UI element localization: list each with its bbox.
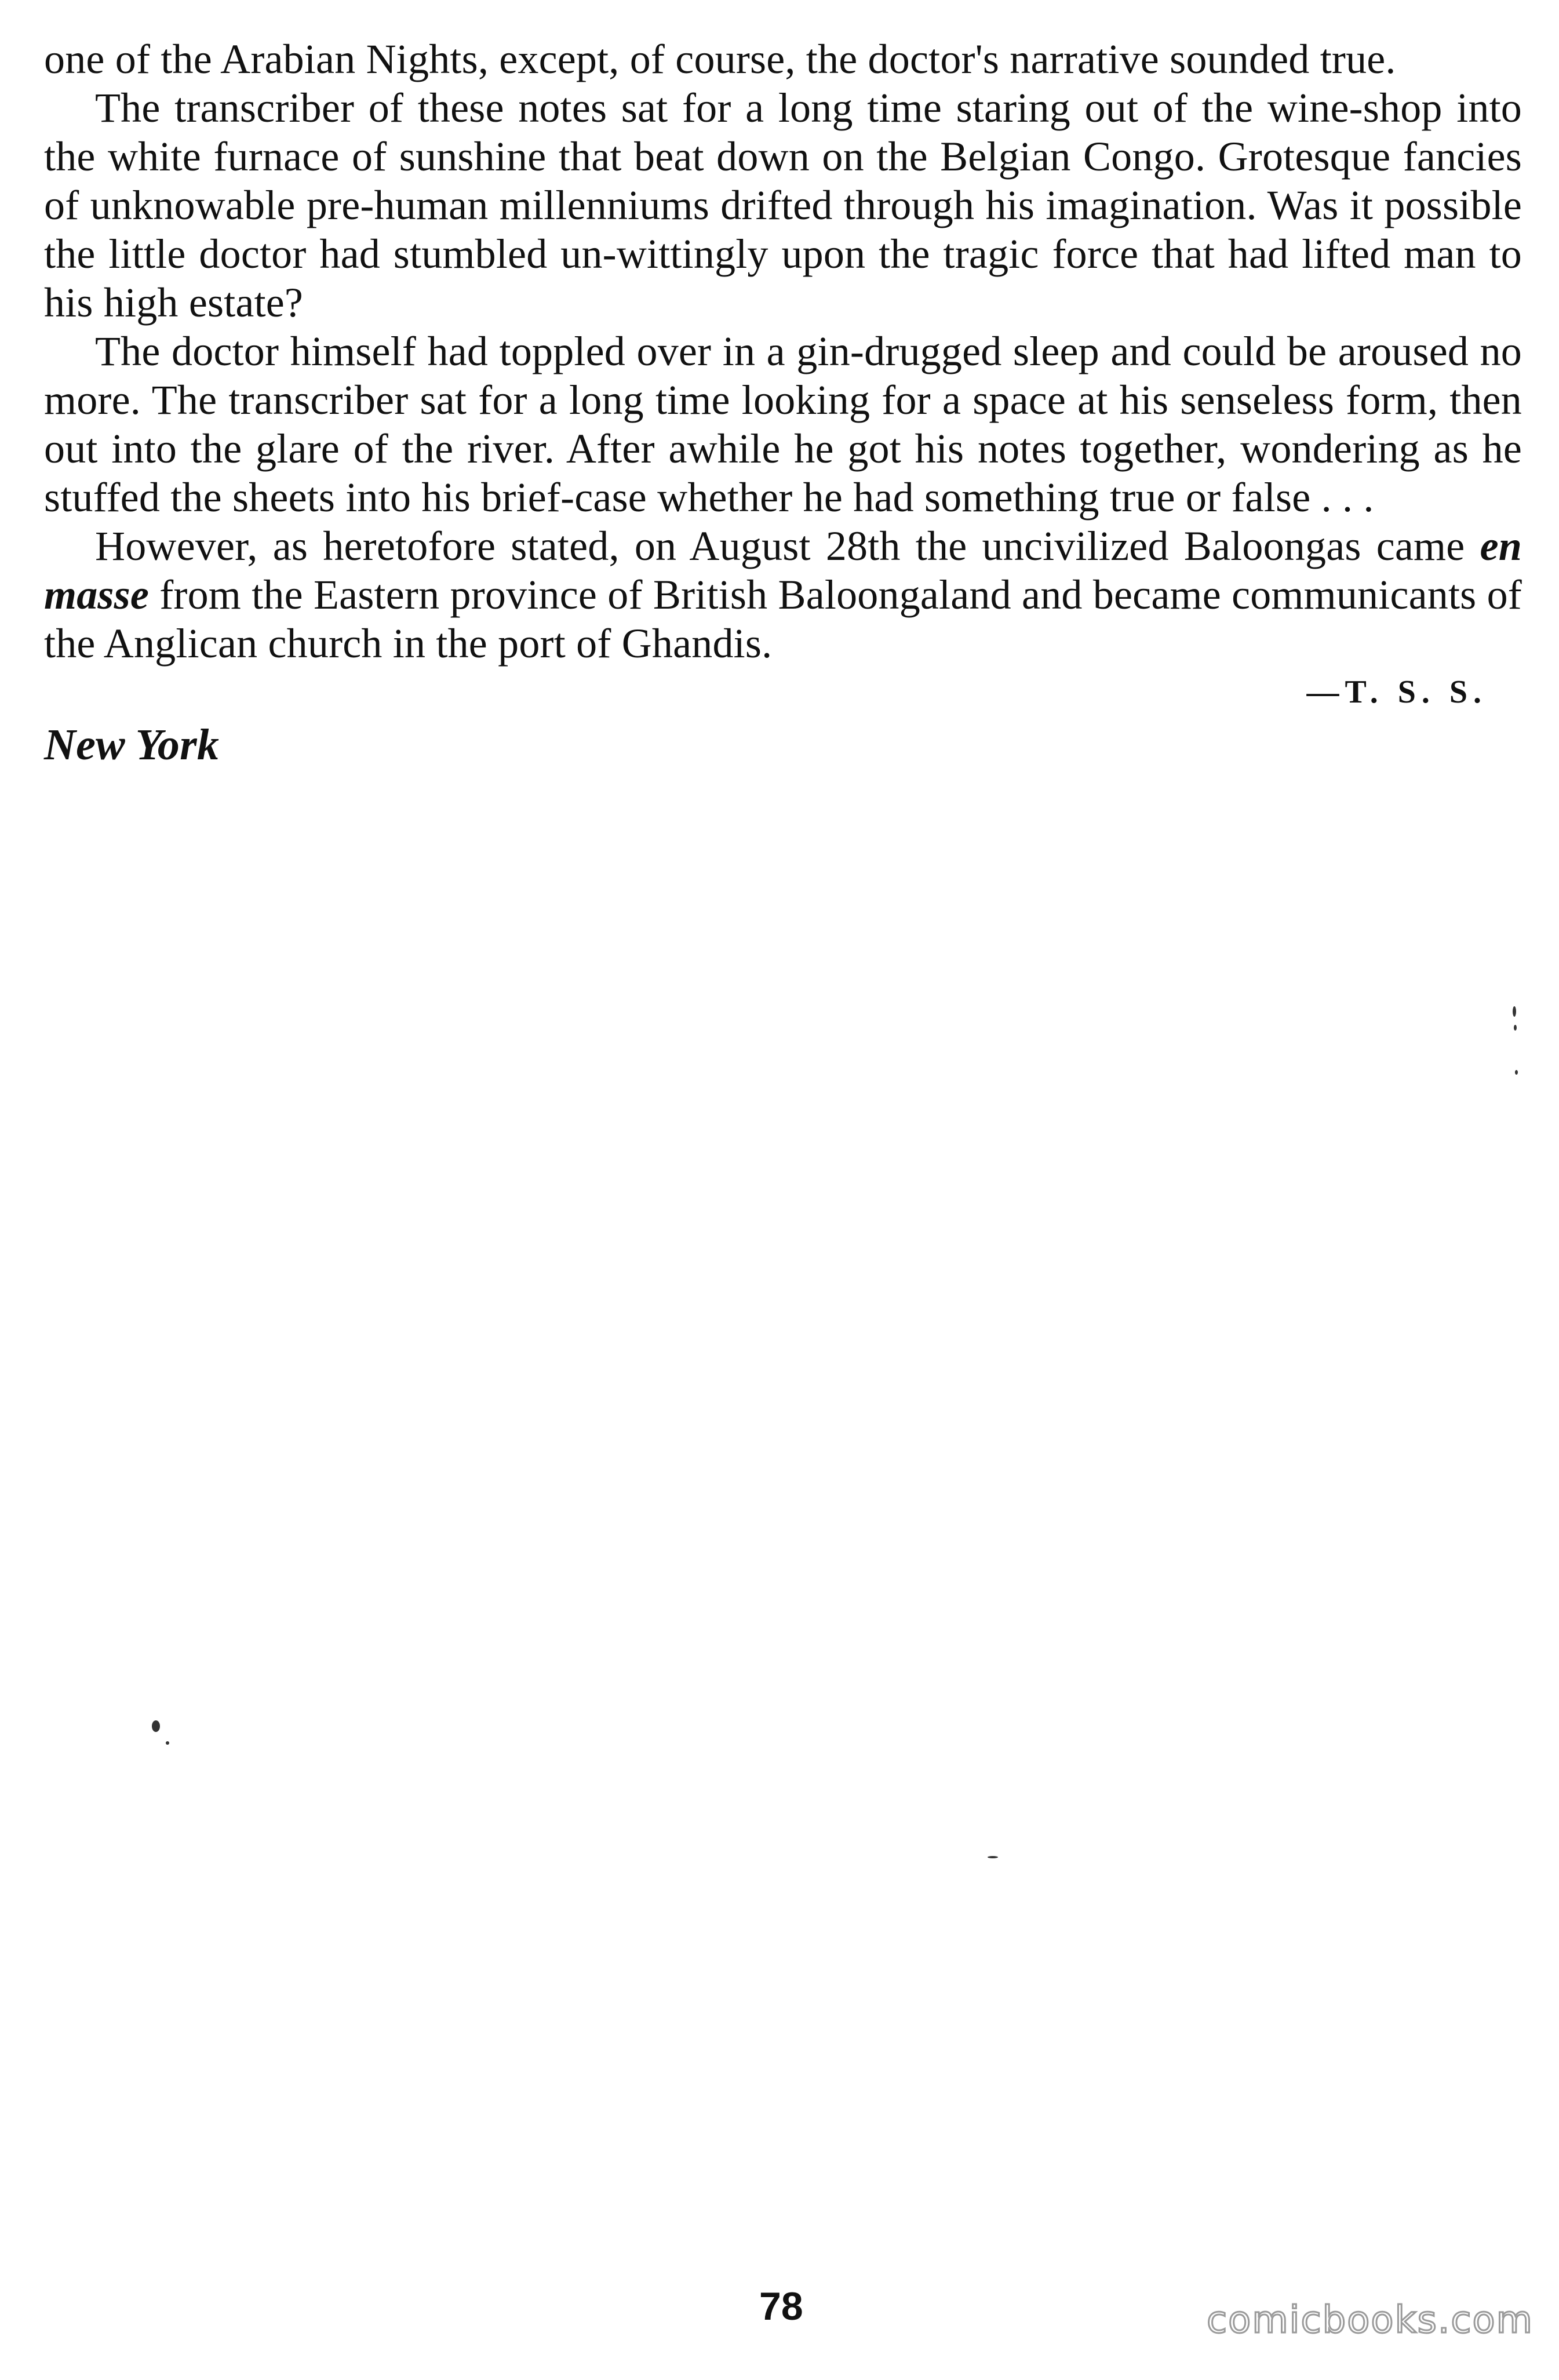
place-line: New York xyxy=(44,720,220,769)
site-watermark: comicbooks.com xyxy=(1206,2299,1533,2342)
scan-speck xyxy=(166,1741,169,1745)
text-run: one of the Arabian Nights, except, of course, the doctor's narrative sounded true. xyxy=(44,36,1396,82)
paragraph-list xyxy=(44,35,1522,668)
text-run: The doctor himself had toppled over in a gin-drugged sleep and could be aroused no more. The transcriber sat for a long time looking for a space at his senseless form, then out into the glare of the river. After awhile he got his notes together, wondering as he stuffed the sheets into his brief-case whether he had something true or false . . . xyxy=(44,328,1522,521)
text-run: from the Eastern province of British Baloongaland and became communicants of the Anglican church in the port of Ghandis. xyxy=(44,572,1522,667)
text-run: The transcriber of these notes sat for a long time staring out of the wine-shop into the white furnace of sunshine that beat down on the Belgian Congo. Grotesque fancies of unknowable pre-human millenniums drifted through his imagination. Was it possible the little doctor had stumbled un-wittingly upon the tragic force that had lifted man to his high estate? xyxy=(44,85,1522,326)
scan-speck xyxy=(152,1720,160,1732)
article-body xyxy=(44,35,1522,771)
paragraph xyxy=(44,35,1522,83)
paragraph xyxy=(44,522,1522,668)
italic-phrase: en masse xyxy=(44,523,1522,618)
scan-speck xyxy=(1514,1025,1517,1031)
scan-speck xyxy=(988,1856,998,1858)
scan-speck xyxy=(1515,1070,1518,1075)
scan-speck xyxy=(1513,1006,1516,1017)
text-run: However, as heretofore stated, on August 28th the uncivilized Baloongas came xyxy=(95,523,1480,569)
paragraph xyxy=(44,83,1522,327)
author-signature: —T. S. S. xyxy=(1306,674,1487,710)
paragraph xyxy=(44,327,1522,522)
page-number: 78 xyxy=(759,2284,803,2328)
